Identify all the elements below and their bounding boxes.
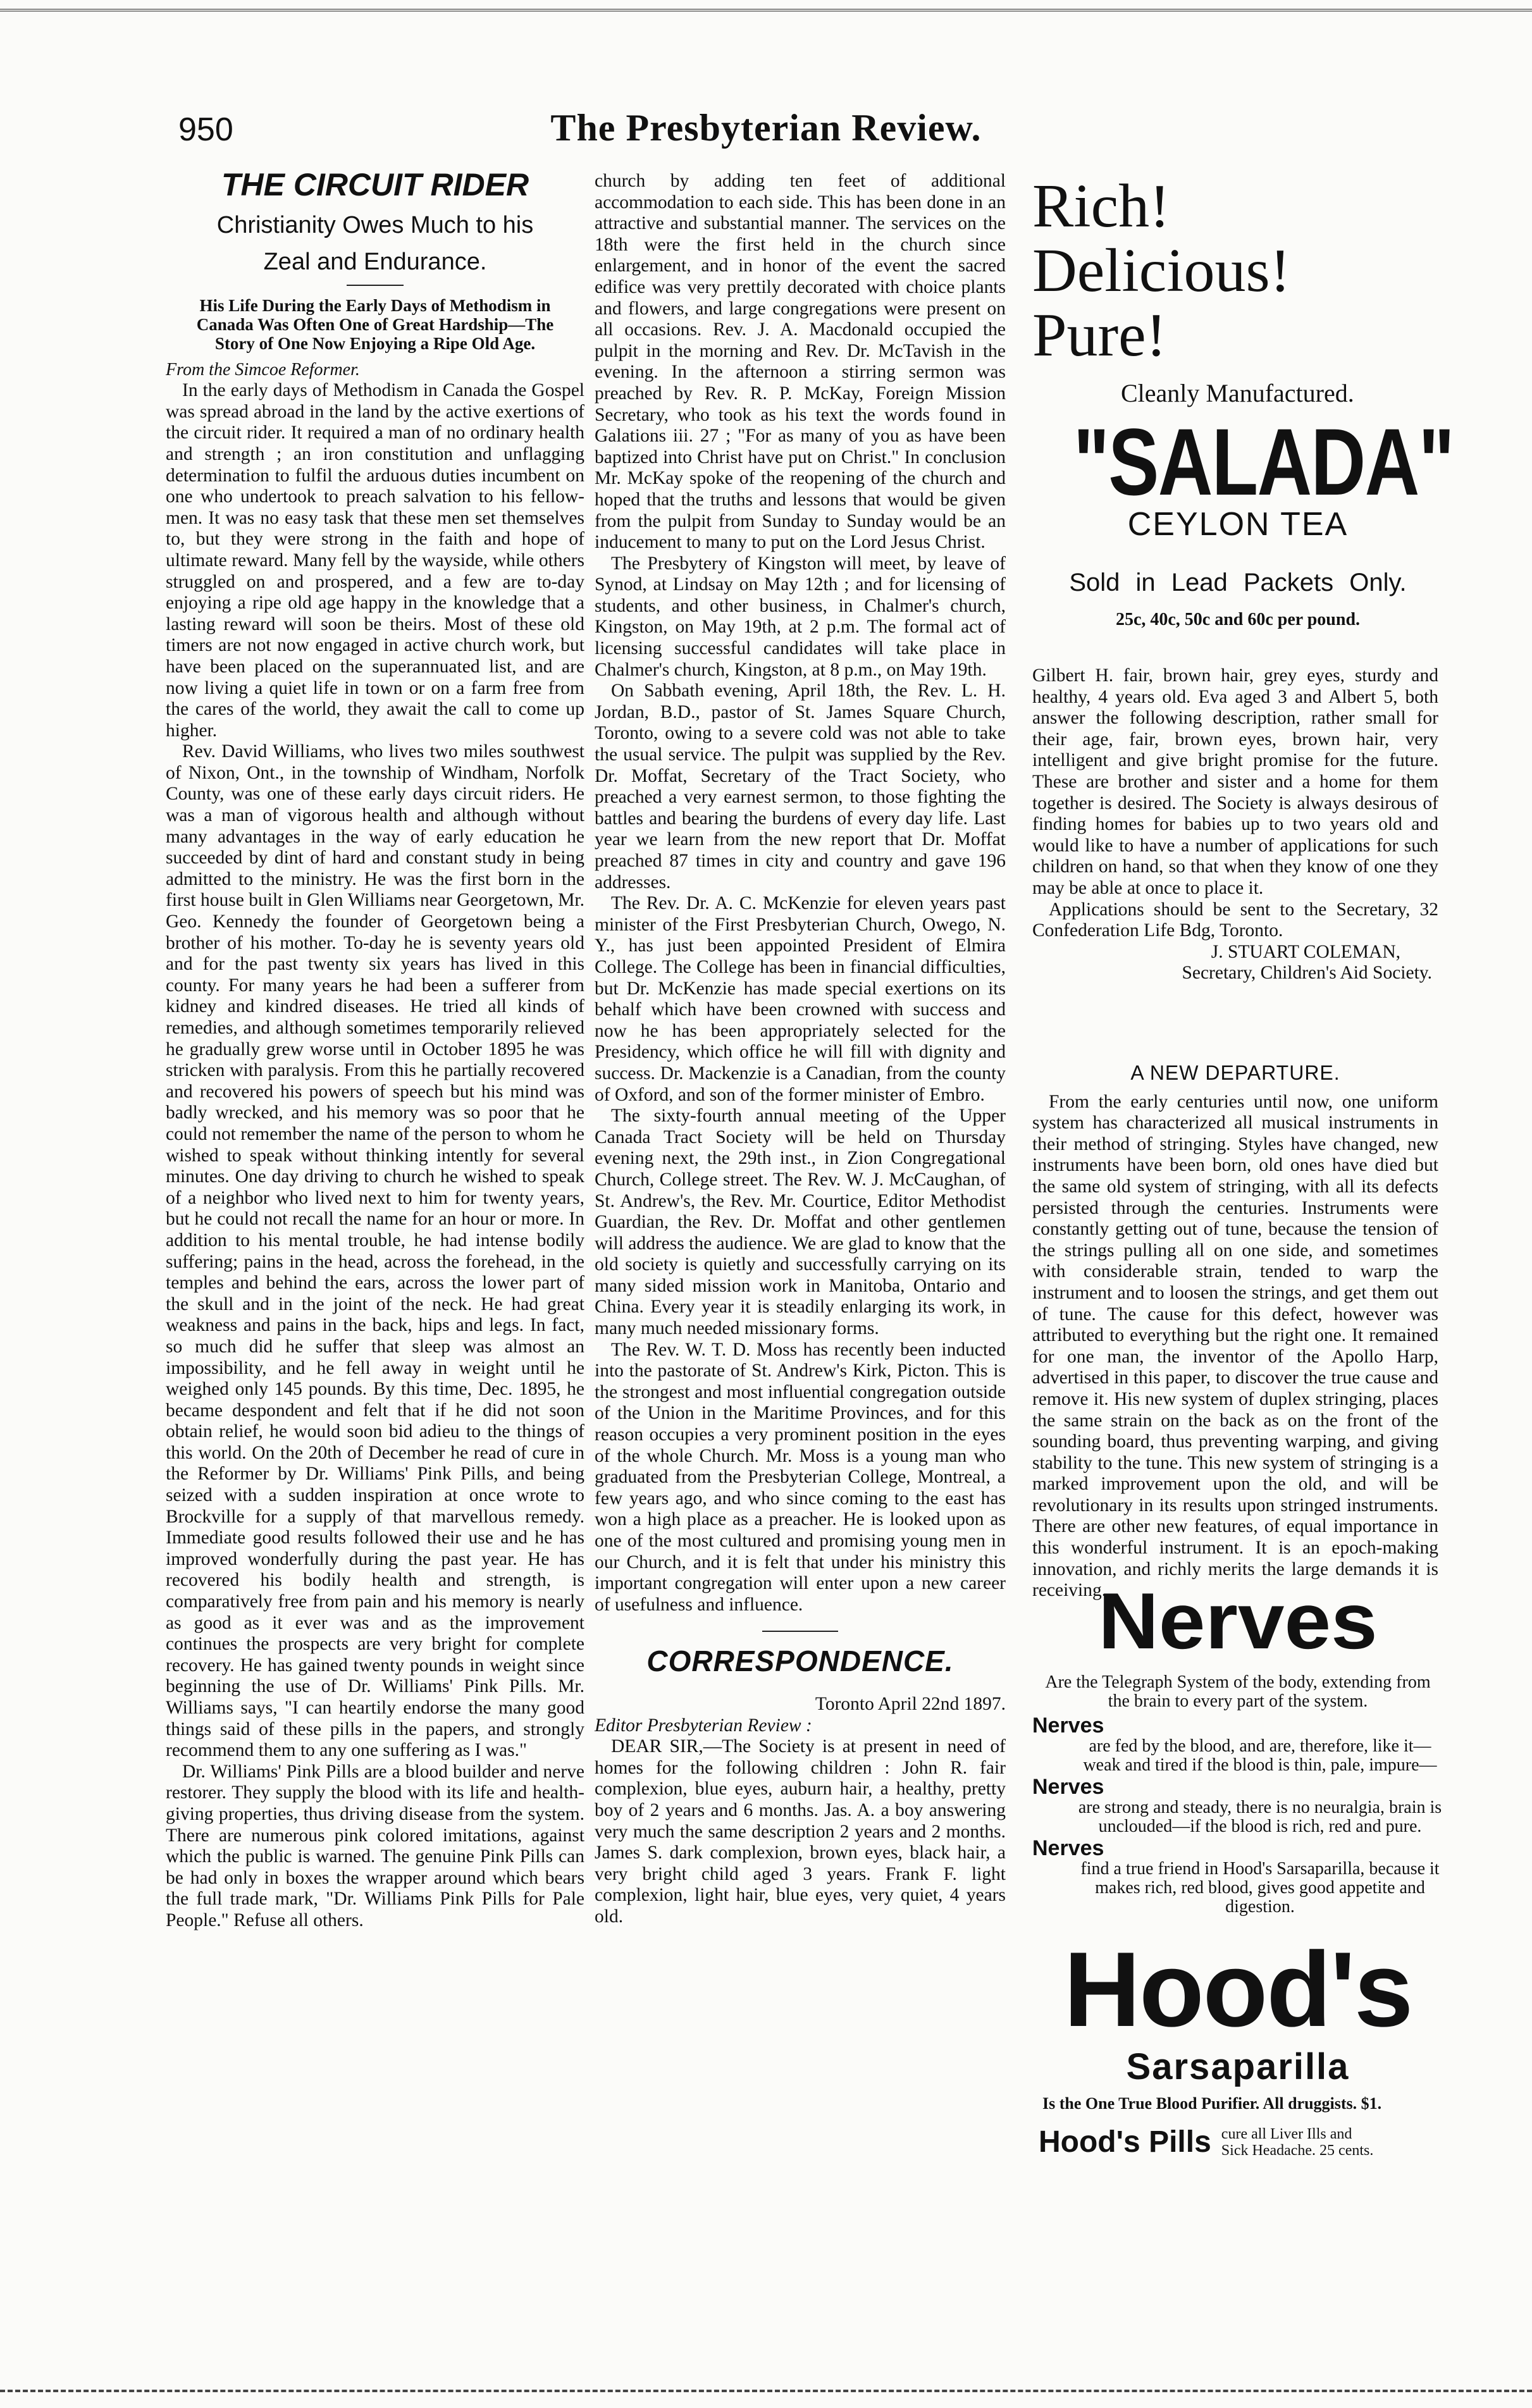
article-paragraph: Rev. David Williams, who lives two miles southwest of Nixon, Ont., in the township of Windham, Norfolk County, was one of these early days circuit riders. He was a man of vigorous health and although without many advantages in the way of early education he succeeded by dint of hard and constant study in being admitted to the ministry. He was the first born in the first house built in Glen Williams near Georgetown, Mr. Geo. Kennedy the founder of Georgetown being a brother of his mother. To-day he is seventy years old and for the past twenty six years has lived in this county. For many years he had been a sufferer from kidney and kindred diseases. He tried all kinds of remedies, and although sometimes temporarily relieved he gradually grew worse until in October 1895 he was stricken with paralysis. From this he partially recovered and recovered his powers of speech but his mind was badly wrecked, and his memory was so poor that he could not remember the name of the person to whom he wished to speak without thinking intently for several minutes. One day driving to church he wished to speak of a neighbor who lived next to him for twenty years, but he could not recall the name for an hour or more. In addition to his mental trouble, he had intense bodily suffering; pains in the head, across the forehead, in the temples and behind the ears, across the lower part of the skull and in the joint of the neck. He had great weakness and pains in the back, hips and legs. In fact, so much did he suffer that sleep was almost an impossibility, and he fell away in weight until he weighed only 145 pounds. By this time, Dec. 1895, he became despondent and felt that if he did not soon obtain relief, he would soon bid adieu to the things of this world. On the 20th of December he read of cure in the Reformer by Dr. Williams' Pink Pills, and being seized with a sudden inspiration at once wrote to Brockville for a supply of that marvellous remedy. Immediate good results followed their use and he has improved wonderfully during the past year. He has recovered his bodily health and strength, is comparatively free from pain and his memory is nearly as good as it ever was and as the improvement continues the prospects are very bright for complete recovery. He has gained twenty pounds in weight since beginning the use of Dr. Williams' Pink Pills. Mr. Williams says, "I can heartily endorse the many good things said of these pills in the papers, and strongly recommend them to any one suffering as I was." [166, 741, 584, 1761]
correspondence-signer-title: Secretary, Children's Aid Society. [1182, 963, 1432, 984]
correspondence-paragraph: Gilbert H. fair, brown hair, grey eyes, sturdy and healthy, 4 years old. Eva aged 3 and Albert 5, both answer the following description, rather small for their age, fair, brown eyes, brown hair, very intelligent and give bright promise for the future. These are brother and sister and a home for them together is desired. The Society is always desirous of finding homes for babies up to two years old and would like to have a number of applications for such children on hand, so that when they know of one they may be able at once to place it. [1032, 665, 1438, 898]
ad-pills-note [1221, 2126, 1374, 2159]
ad-nerves-row [1032, 1836, 1443, 1917]
ad-nerves-row [1032, 1713, 1443, 1775]
ad-nerves-label: Nerves [1032, 1836, 1104, 1860]
ad-brand-hoods: Hood's [1063, 1930, 1412, 2049]
correspondence-salutation: Editor Presbyterian Review : [595, 1715, 812, 1736]
ad-one-true: Is the One True Blood Purifier. All druggists. $1. [1042, 2094, 1382, 2113]
news-paragraph: The Rev. W. T. D. Moss has recently been inducted into the pastorate of St. Andrew's Kirk, Picton. This is the strongest and most influential congregation outside of the Union in the Maritime Provinces, and for this reason occupies a very prominent position in the eyes of the whole Church. Mr. Moss is a young man who graduated from the Presbyterian College, Montreal, a few years ago, and who since coming to the east has won a high place as a preacher. He is looked upon as one of the most cultured and promising young men in our Church, and it is felt that under his ministry this important congregation will enter upon a new career of usefulness and influence. [595, 1339, 1006, 1615]
article-deck: His Life During the Early Days of Methodism in Canada Was Often One of Great Hardship—The Story of One Now Enjoying a Ripe Old Age. [196, 295, 554, 353]
ad-cleanly: Cleanly Manufactured. [1121, 379, 1354, 407]
divider [347, 285, 404, 286]
column-circuit-rider [166, 167, 584, 1932]
ad-nerves-text: are fed by the blood, and are, therefore, like it—weak and tired if the blood is thin, pale, impure— [1083, 1736, 1437, 1775]
ad-pills-note-line: Sick Headache. 25 cents. [1221, 2142, 1374, 2159]
correspondence-title: CORRESPONDENCE. [646, 1645, 954, 1678]
ad-pills-name: Hood's Pills [1039, 2125, 1211, 2159]
column-church-news [595, 171, 1006, 1928]
news-paragraph: The Rev. Dr. A. C. McKenzie for eleven years past minister of the First Presbyterian Church, Owego, N. Y., has just been appointed President of Elmira College. The College has been in financial difficulties, but Dr. McKenzie has made special exertions on its behalf which have been crowned with success and now he has been appropriately selected for the Presidency, which office he will fill with dignity and success. Dr. Mackenzie is a Canadian, from the county of Oxford, and son of the former minister of Embro. [595, 893, 1006, 1105]
bottom-rule [0, 2390, 1532, 2392]
ad-lead: Are the Telegraph System of the body, extending from the brain to every part of the system. [1045, 1672, 1431, 1711]
ad-line-rich: Rich! [1032, 172, 1170, 240]
divider [762, 1631, 838, 1632]
ad-nerves-text: find a true friend in Hood's Sarsaparilla, because it makes rich, red blood, gives good appetite and digestion. [1080, 1859, 1440, 1917]
ad-nerves-row [1032, 1777, 1443, 1836]
correspondence-paragraph: DEAR SIR,—The Society is at present in need of homes for the following children : John R. fair complexion, blue eyes, auburn hair, a healthy, pretty boy of 2 years and 6 months. Jas. A. a boy answering very much the same description 2 years and 2 months. James S. dark complexion, brown eyes, black hair, a very bright child aged 3 years. Frank F. light complexion, light hair, blue eyes, very quiet, 4 years old. [595, 1736, 1006, 1927]
ad-product: CEYLON TEA [1127, 506, 1349, 543]
ad-pills-row [1032, 2125, 1443, 2159]
ad-prices: 25c, 40c, 50c and 60c per pound. [1115, 610, 1361, 629]
ad-brand-salada: "SALADA" [1073, 409, 1454, 515]
new-departure-title: A NEW DEPARTURE. [1130, 1061, 1340, 1084]
masthead: The Presbyterian Review. [550, 107, 982, 149]
ad-nerves-label: Nerves [1032, 1713, 1104, 1738]
ad-packets: Sold in Lead Packets Only. [1069, 569, 1407, 596]
correspondence-paragraph: Applications should be sent to the Secretary, 32 Confederation Life Bdg, Toronto. [1032, 899, 1438, 941]
article-paragraph: Dr. Williams' Pink Pills are a blood builder and nerve restorer. They supply the blood with its life and health-giving properties, thus driving disease from the system. There are numerous pink colored imitations, against which the public is warned. The genuine Pink Pills can be had only in boxes the wrapper around which bears the full trade mark, "Dr. Williams Pink Pills for Pale People." Refuse all others. [166, 1761, 584, 1930]
article-paragraph: In the early days of Methodism in Canada the Gospel was spread abroad in the land by the active exertions of the circuit rider. It required a man of no ordinary health and strength ; an iron constitution and unflagging determination to fulfil the arduous duties incumbent on one who undertook to preach salvation to his fellow-men. It was no easy task that these men set themselves to, but they were strong in the faith and hope of ultimate reward. Many fell by the wayside, while others struggled on and prospered, and a few are to-day enjoying a ripe old age happy in the knowledge that a lasting reward will soon be theirs. Most of these old timers are not now engaged in active church work, but have been placed on the superannuated list, and are now living a quiet life in town or on a farm free from the cares of the world, they await the call to come up higher. [166, 380, 584, 741]
salada-tea-ad [1032, 171, 1454, 651]
article-source: From the Simcoe Reformer. [166, 359, 360, 380]
ad-line-delicious: Delicious! [1032, 237, 1291, 305]
ad-line-pure: Pure! [1032, 301, 1167, 369]
page-number: 950 [178, 111, 233, 148]
top-rule [0, 0, 1532, 11]
article-subtitle-2: Zeal and Endurance. [263, 248, 487, 275]
news-paragraph: church by adding ten feet of additional accommodation to each side. This has been done in an attractive and substantial manner. The services on the 18th were the first held in the church since enlargement, and in honor of the event the sacred edifice was very prettily decorated with choice plants and flowers, and large congregations were present on all occasions. Rev. J. A. Macdonald occupied the pulpit in the morning and Rev. Dr. McTavish in the evening. In the afternoon a stirring sermon was preached by Rev. R. P. McKay, Foreign Mission Secretary, who took as his text the words found in Galations iii. 27 ; "For as many of you as have been baptized into Christ have put on Christ." In conclusion Mr. McKay spoke of the reopening of the church and hoped that the truths and lessons that would be given from the pulpit from Sunday to Sunday would be an inducement to many to put on the Lord Jesus Christ. [595, 171, 1006, 553]
correspondence-dateline: Toronto April 22nd 1897. [815, 1693, 1006, 1714]
new-departure-article [1032, 1063, 1438, 1602]
ad-pills-note-line: cure all Liver Ills and [1221, 2125, 1352, 2142]
hoods-sarsaparilla-ad [1032, 1537, 1443, 2258]
article-title: THE CIRCUIT RIDER [221, 167, 529, 202]
ad-headline-nerves: Nerves [1098, 1576, 1378, 1665]
article-subtitle-1: Christianity Owes Much to his [216, 211, 534, 238]
news-paragraph: The sixty-fourth annual meeting of the Upper Canada Tract Society will be held on Thursday evening next, the 29th inst., in Zion Congregational Church, College street. The Rev. W. J. McCaughan, of St. Andrew's, the Rev. Mr. Courtice, Editor Methodist Guardian, the Rev. Dr. Moffat and other gentlemen will address the audience. We are glad to know that the old society is quietly and successfully carrying on its many sided mission work in Manitoba, Ontario and China. Every year it is steadily enlarging its work, in many much needed missionary forms. [595, 1106, 1006, 1339]
new-departure-body: From the early centuries until now, one uniform system has characterized all musical instruments in their method of stringing. Styles have changed, new instruments have been born, old ones have died but the same old system of stringing, with all its defects persisted through the centuries. Instruments were constantly getting out of tune, because the tension of the strings pulling all on one side, and sometimes with considerable strain, tended to warp the instrument and to loosen the strings, and get them out of tune. The cause for this defect, however was attributed to everything but the right one. It remained for one man, the inventor of the Apollo Harp, advertised in this paper, to discover the true cause and remove it. His new system of duplex stringing, places the same strain on the back as on the front of the sounding board, thus preventing warping, and giving stability to the tune. This new system of stringing is a marked improvement upon the old, and will be revolutionary in its results upon stringed instruments. There are other new features, of equal importance in this wonderful instrument. It is an epoch-making innovation, and richly merits the large demands it is receiving. [1032, 1091, 1438, 1601]
ad-nerves-label: Nerves [1032, 1775, 1104, 1799]
correspondence-signer: J. STUART COLEMAN, [1211, 941, 1400, 962]
ad-product-sarsaparilla: Sarsaparilla [1126, 2046, 1350, 2087]
correspondence-continued [1032, 665, 1438, 984]
news-paragraph: On Sabbath evening, April 18th, the Rev. L. H. Jordan, B.D., pastor of St. James Square Church, Toronto, owing to a severe cold was not able to take the usual service. The pulpit was supplied by the Rev. Dr. Moffat, Secretary of the Tract Society, who preached a very earnest sermon, to those fighting the battles and bearing the burdens of every day life. Last year we learn from the new report that Dr. Moffat preached 87 times in city and country and gave 196 addresses. [595, 681, 1006, 892]
ad-nerves-text: are strong and steady, there is no neuralgia, brain is unclouded—if the blood is rich, red and pure. [1078, 1798, 1442, 1836]
news-paragraph: The Presbytery of Kingston will meet, by leave of Synod, at Lindsay on May 12th ; and for licensing of students, and other business, in Chalmer's church, Kingston, on May 19th, at 2 p.m. The formal act of licensing successful candidates will take place in Chalmer's church, Kingston, at 8 p.m., on May 19th. [595, 553, 1006, 680]
